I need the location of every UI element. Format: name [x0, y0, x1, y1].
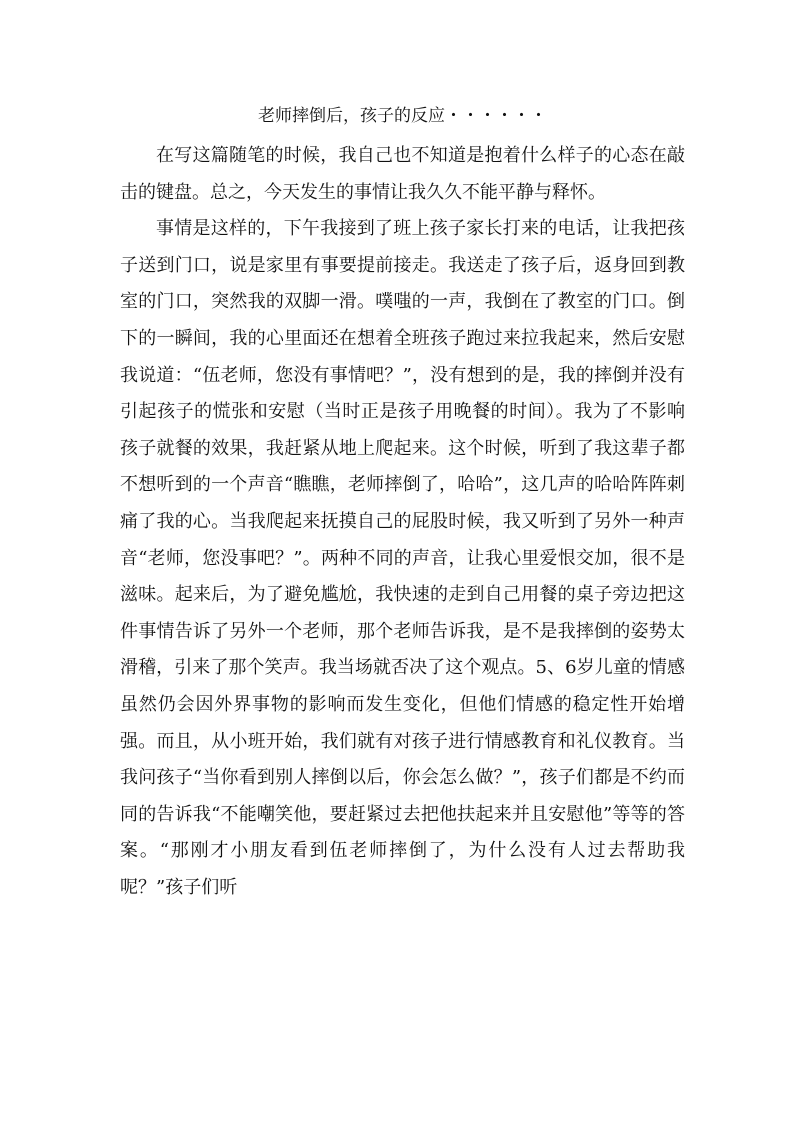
paragraph-intro: 在写这篇随笔的时候，我自己也不知道是抱着什么样子的心态在敲击的键盘。总之，今天发生的事情让我久久不能平静与释怀。	[120, 145, 685, 203]
document-title: 老师摔倒后，孩子的反应・・・・・・	[258, 106, 547, 126]
paragraph-story: 事情是这样的，下午我接到了班上孩子家长打来的电话，让我把孩子送到门口，说是家里有事要提前接走。我送走了孩子后，返身回到教室的门口，突然我的双脚一滑。噗嗤的一声，我倒在了教室的门口。倒下的一瞬间，我的心里面还在想着全班孩子跑过来拉我起来，然后安慰我说道：“伍老师，您没有事情吧？”，没有想到的是，我的摔倒并没有引起孩子的慌张和安慰（当时正是孩子用晚餐的时间）。我为了不影响孩子就餐的效果，我赶紧从地上爬起来。这个时候，听到了我这辈子都不想听到的一个声音“瞧瞧，老师摔倒了，哈哈”，这几声的哈哈阵阵刺痛了我的心。当我爬起来抚摸自己的屁股时候，我又听到了另外一种声音“老师，您没事吧？”。两种不同的声音，让我心里爱恨交加，很不是滋味。起来后，为了避免尴尬，我快速的走到自己用餐的桌子旁边把这件事情告诉了另外一个老师，那个老师告诉我，是不是我摔倒的姿势太滑稽，引来了那个笑声。我当场就否决了这个观点。5、6岁儿童的情感虽然仍会因外界事物的影响而发生变化，但他们情感的稳定性开始增强。而且，从小班开始，我们就有对孩子进行情感教育和礼仪教育。当我问孩子“当你看到别人摔倒以后，你会怎么做？”，孩子们都是不约而同的告诉我“不能嘲笑他，要赶紧过去把他扶起来并且安慰他”等等的答案。“那刚才小朋友看到伍老师摔倒了，为什么没有人过去帮助我呢？”孩子们听	[120, 218, 685, 898]
document-body	[120, 100, 685, 906]
